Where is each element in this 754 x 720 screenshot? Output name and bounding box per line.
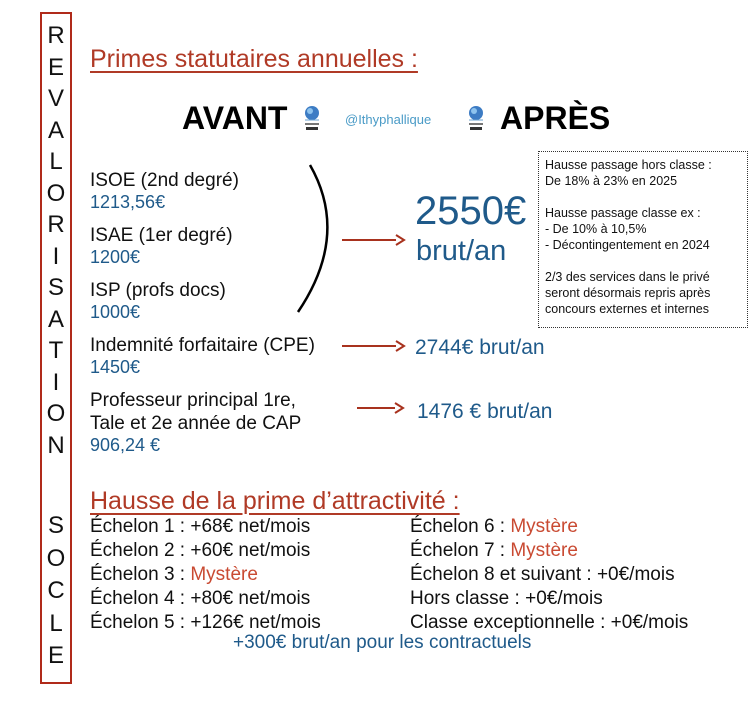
note-line: De 18% à 23% en 2025 <box>545 174 678 188</box>
echelon-label: Échelon 2 : <box>90 540 191 561</box>
twitter-bird-icon <box>302 104 322 134</box>
note-line: - Décontingentement en 2024 <box>545 238 710 252</box>
echelon-value-mystery: Mystère <box>510 516 578 537</box>
vertical-letter: I <box>52 368 60 396</box>
note-line: 2/3 des services dans le privé <box>545 270 710 284</box>
grouping-bracket <box>280 160 340 320</box>
echelon-value: +0€/mois <box>525 588 603 609</box>
item-value-cpe: 1450€ <box>90 357 141 377</box>
echelon-label: Échelon 5 : <box>90 612 191 633</box>
echelon-label: Échelon 7 : <box>410 540 511 561</box>
echelon-value: +60€ net/mois <box>190 540 311 561</box>
before-label: AVANT <box>182 100 288 136</box>
vertical-letter: T <box>48 337 64 364</box>
arrow-icon <box>340 232 406 248</box>
vertical-letter: O <box>46 179 66 207</box>
echelon-label: Hors classe : <box>410 588 526 609</box>
author-handle: @Ithyphallique <box>345 112 432 127</box>
contractuels-note: +300€ brut/an pour les contractuels <box>233 632 532 653</box>
echelon-row <box>90 563 321 587</box>
arrow-icon <box>340 338 406 354</box>
item-label-cpe: Indemnité forfaitaire (CPE) <box>90 335 315 356</box>
vertical-letter: A <box>47 305 64 333</box>
vertical-letter: I <box>52 242 60 270</box>
item-label-isae: ISAE (1er degré) <box>90 225 233 246</box>
item-label-pp-line1: Professeur principal 1re, <box>90 390 296 411</box>
echelon-value-mystery: Mystère <box>510 540 578 561</box>
vertical-letter: S <box>47 512 64 539</box>
note-box <box>538 151 748 328</box>
vertical-letter: O <box>46 400 66 427</box>
twitter-bird-icon <box>466 104 486 134</box>
echelon-label: Échelon 3 : <box>90 564 191 585</box>
echelon-row <box>90 515 321 539</box>
item-value-pp: 906,24 € <box>90 435 161 455</box>
echelon-value: +0€/mois <box>596 564 675 585</box>
vertical-letter: V <box>47 85 64 112</box>
echelon-row <box>410 539 688 563</box>
echelon-value: +68€ net/mois <box>190 516 311 537</box>
echelon-label: Échelon 8 et suivant : <box>410 564 597 585</box>
echelon-list-left <box>90 515 321 635</box>
note-line: seront désormais repris après <box>545 286 711 300</box>
note-line: concours externes et internes <box>545 302 709 316</box>
echelon-list-right <box>410 515 688 635</box>
after-label: APRÈS <box>500 100 611 136</box>
section-heading-attractivite: Hausse de la prime d’attractivité : <box>90 487 460 515</box>
echelon-row <box>90 587 321 611</box>
echelon-label: Échelon 6 : <box>410 516 511 537</box>
pp-result: 1476 € brut/an <box>417 400 553 423</box>
item-value-isoe: 1213,56€ <box>90 192 166 212</box>
item-label-isoe: ISOE (2nd degré) <box>90 170 239 191</box>
echelon-value: +0€/mois <box>610 612 689 633</box>
item-label-pp-line2: Tale et 2e année de CAP <box>90 413 302 434</box>
echelon-label: Échelon 1 : <box>90 516 191 537</box>
echelon-label: Échelon 4 : <box>90 588 191 609</box>
vertical-letter: R <box>47 22 65 49</box>
vertical-letter: R <box>47 211 65 238</box>
item-value-isp: 1000€ <box>90 302 141 322</box>
echelon-row <box>410 587 688 611</box>
section-heading-primes: Primes statutaires annuelles : <box>90 45 418 73</box>
group-unit: brut/an <box>416 235 507 267</box>
cpe-result: 2744€ brut/an <box>415 336 545 359</box>
echelon-label: Classe exceptionnelle : <box>410 612 611 633</box>
note-line: Hausse passage hors classe : <box>545 158 712 172</box>
echelon-row <box>410 515 688 539</box>
note-line: Hausse passage classe ex : <box>545 206 701 220</box>
vertical-letter: L <box>49 609 63 637</box>
vertical-title-box <box>40 12 72 684</box>
item-label-isp: ISP (profs docs) <box>90 280 226 301</box>
item-value-isae: 1200€ <box>90 247 141 267</box>
note-line: - De 10% à 10,5% <box>545 222 647 236</box>
vertical-letter: O <box>46 544 66 572</box>
group-amount: 2550€ <box>415 189 527 233</box>
echelon-row <box>410 563 688 587</box>
arrow-icon <box>355 400 405 416</box>
echelon-row <box>90 539 321 563</box>
vertical-letter: E <box>47 642 64 669</box>
vertical-letter: L <box>49 148 63 175</box>
vertical-letter: C <box>47 577 65 604</box>
echelon-value: +80€ net/mois <box>190 588 311 609</box>
vertical-letter: N <box>47 431 65 459</box>
vertical-letter: A <box>47 116 64 144</box>
vertical-letter: E <box>47 53 64 81</box>
echelon-value-mystery: Mystère <box>190 564 258 585</box>
vertical-letter: S <box>47 274 64 301</box>
echelon-value: +126€ net/mois <box>190 612 321 633</box>
